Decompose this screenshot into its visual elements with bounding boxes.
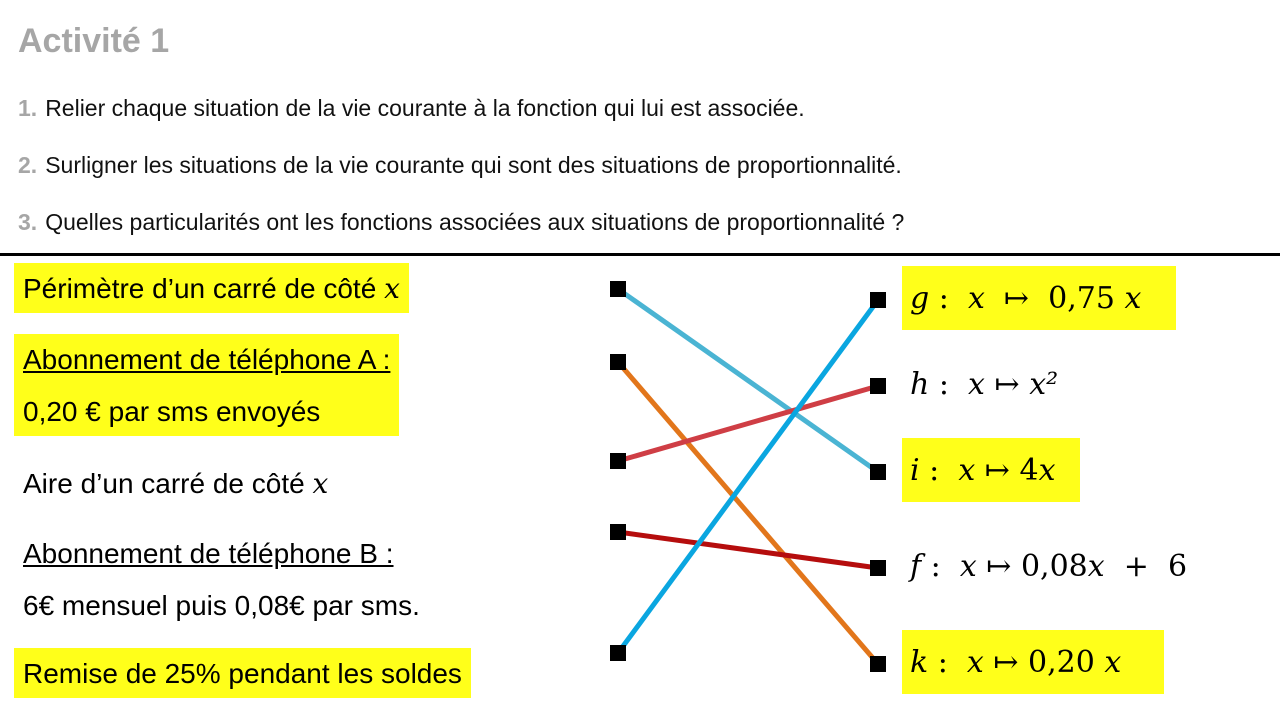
function-expression: 0,75 (1048, 280, 1125, 316)
situation-text: Périmètre d’un carré de côté (23, 273, 385, 304)
connection-line-1[interactable] (618, 289, 878, 472)
situation-detail: 0,20 € par sms envoyés (23, 396, 321, 427)
left-endpoint-2[interactable] (610, 354, 626, 370)
function-name: i (910, 452, 920, 488)
function-name: g (910, 280, 930, 316)
function-expression-var: x (1104, 644, 1122, 680)
function-name: k (910, 644, 929, 680)
function-colon: : (929, 366, 969, 402)
function-expression-var: x (1038, 452, 1056, 488)
situation-detail: 6€ mensuel puis 0,08€ par sms. (23, 590, 420, 621)
function-expression-var: x (1124, 280, 1142, 316)
question-text: Surligner les situations de la vie courante qui sont des situations de proportionnalité. (45, 152, 902, 178)
maps-to-arrow: ↦ (983, 644, 1029, 680)
left-endpoint-3[interactable] (610, 453, 626, 469)
right-endpoint-3[interactable] (870, 464, 886, 480)
right-endpoint-5[interactable] (870, 656, 886, 672)
question-number: 1. (18, 95, 38, 121)
left-endpoint-4[interactable] (610, 524, 626, 540)
left-endpoint-1[interactable] (610, 281, 626, 297)
function-var: x (958, 452, 976, 488)
situation-heading: Abonnement de téléphone B : (23, 538, 394, 569)
function-expression: 4 (1019, 452, 1039, 488)
maps-to-arrow: ↦ (984, 280, 1049, 316)
function-var: x (967, 280, 985, 316)
connection-line-2[interactable] (618, 362, 878, 664)
maps-to-arrow: ↦ (976, 548, 1021, 584)
function-var: x (968, 366, 985, 402)
function-expression-var: x (1087, 548, 1105, 584)
function-colon: : (928, 644, 967, 680)
question-number: 2. (18, 152, 38, 178)
question-number: 3. (18, 209, 38, 235)
right-endpoint-4[interactable] (870, 560, 886, 576)
function-colon: : (921, 548, 960, 584)
function-var: x (966, 644, 984, 680)
activity-title: Activité 1 (18, 22, 170, 60)
connection-line-3[interactable] (618, 386, 878, 461)
situation-text: Aire d’un carré de côté (23, 468, 313, 499)
question-text: Quelles particularités ont les fonctions associées aux situations de proportionnalité ? (45, 209, 905, 235)
function-expression: 0,20 (1028, 644, 1105, 680)
right-endpoint-2[interactable] (870, 378, 886, 394)
function-name: h (910, 366, 930, 402)
function-constant: + 6 (1104, 548, 1188, 584)
function-colon: : (919, 452, 959, 488)
function-colon: : (929, 280, 968, 316)
variable-x: x (312, 467, 329, 500)
situation-text: Remise de 25% pendant les soldes (23, 658, 462, 689)
situation-heading: Abonnement de téléphone A : (23, 344, 391, 375)
question-text: Relier chaque situation de la vie courante à la fonction qui lui est associée. (45, 95, 805, 121)
maps-to-arrow: ↦ (975, 452, 1020, 488)
variable-x: x (384, 272, 400, 305)
connection-line-5[interactable] (618, 300, 878, 653)
connection-line-4[interactable] (618, 532, 878, 568)
function-name: f (910, 548, 922, 584)
function-expression: 0,08 (1020, 548, 1088, 584)
left-endpoint-5[interactable] (610, 645, 626, 661)
maps-to-arrow: ↦ (984, 366, 1030, 402)
function-var: x (959, 548, 977, 584)
function-expression-var: x² (1029, 366, 1059, 402)
right-endpoint-1[interactable] (870, 292, 886, 308)
